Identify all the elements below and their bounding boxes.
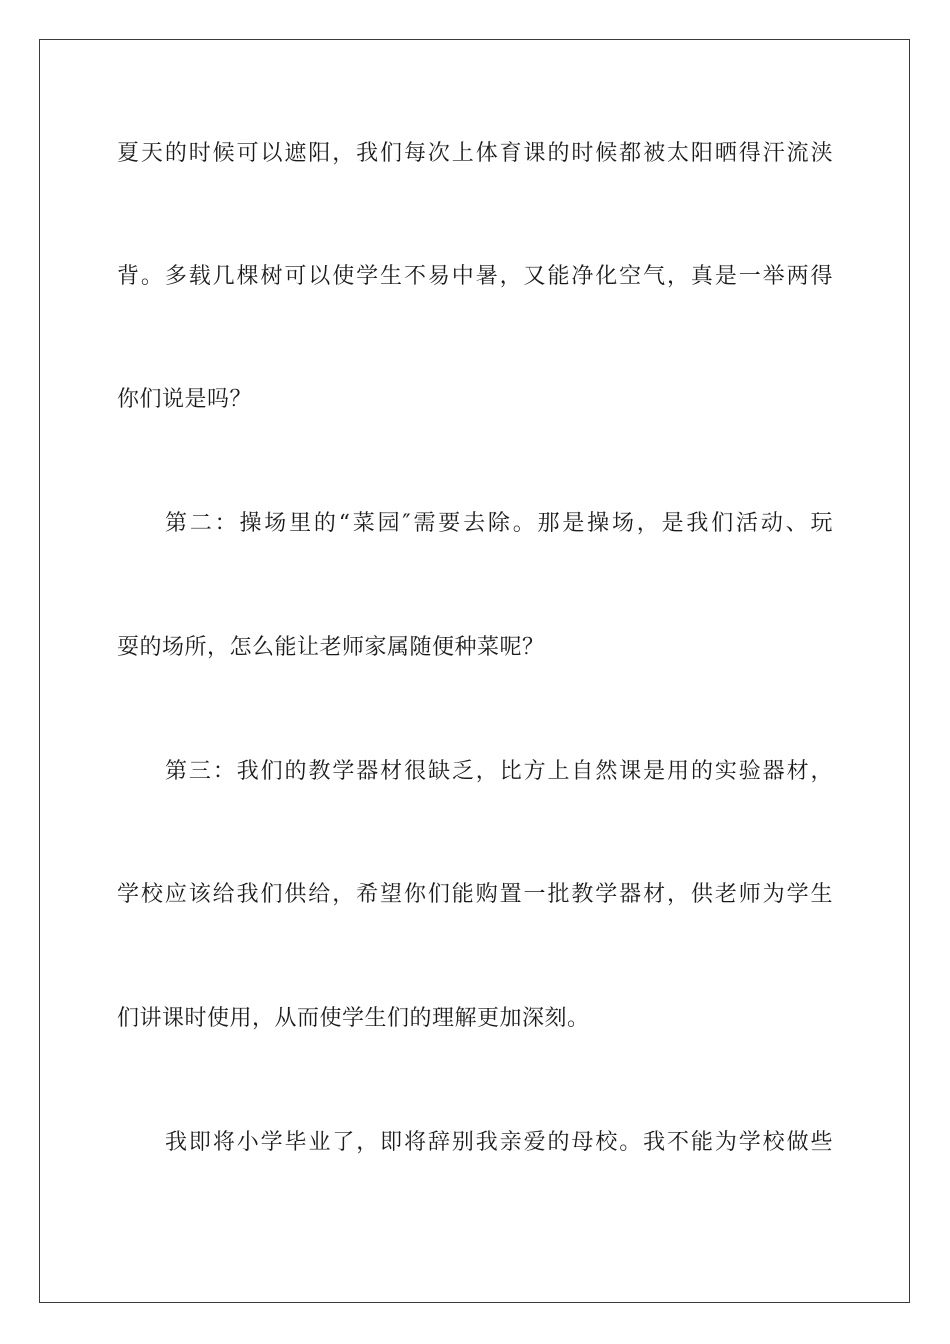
text-line-9: 我即将小学毕业了，即将辞别我亲爱的母校。我不能为学校做些 [165,1130,833,1155]
text-line-4: 第二：操场里的“菜园″需要去除。那是操场，是我们活动、玩 [165,511,833,536]
text-line-7: 学校应该给我们供给，希望你们能购置一批教学器材，供老师为学生 [117,882,833,907]
text-line-8: 们讲课时使用，从而使学生们的理解更加深刻。 [117,1006,590,1031]
text-line-6: 第三：我们的教学器材很缺乏，比方上自然课是用的实验器材， [165,759,833,784]
page-frame [39,39,910,1303]
text-line-3: 你们说是吗？ [117,387,253,412]
text-line-2: 背。多载几棵树可以使学生不易中暑，又能净化空气，真是一举两得 [117,264,833,289]
text-line-5: 耍的场所，怎么能让老师家属随便种菜呢？ [117,635,545,660]
text-line-1: 夏天的时候可以遮阳，我们每次上体育课的时候都被太阳晒得汗流浃 [117,141,833,166]
